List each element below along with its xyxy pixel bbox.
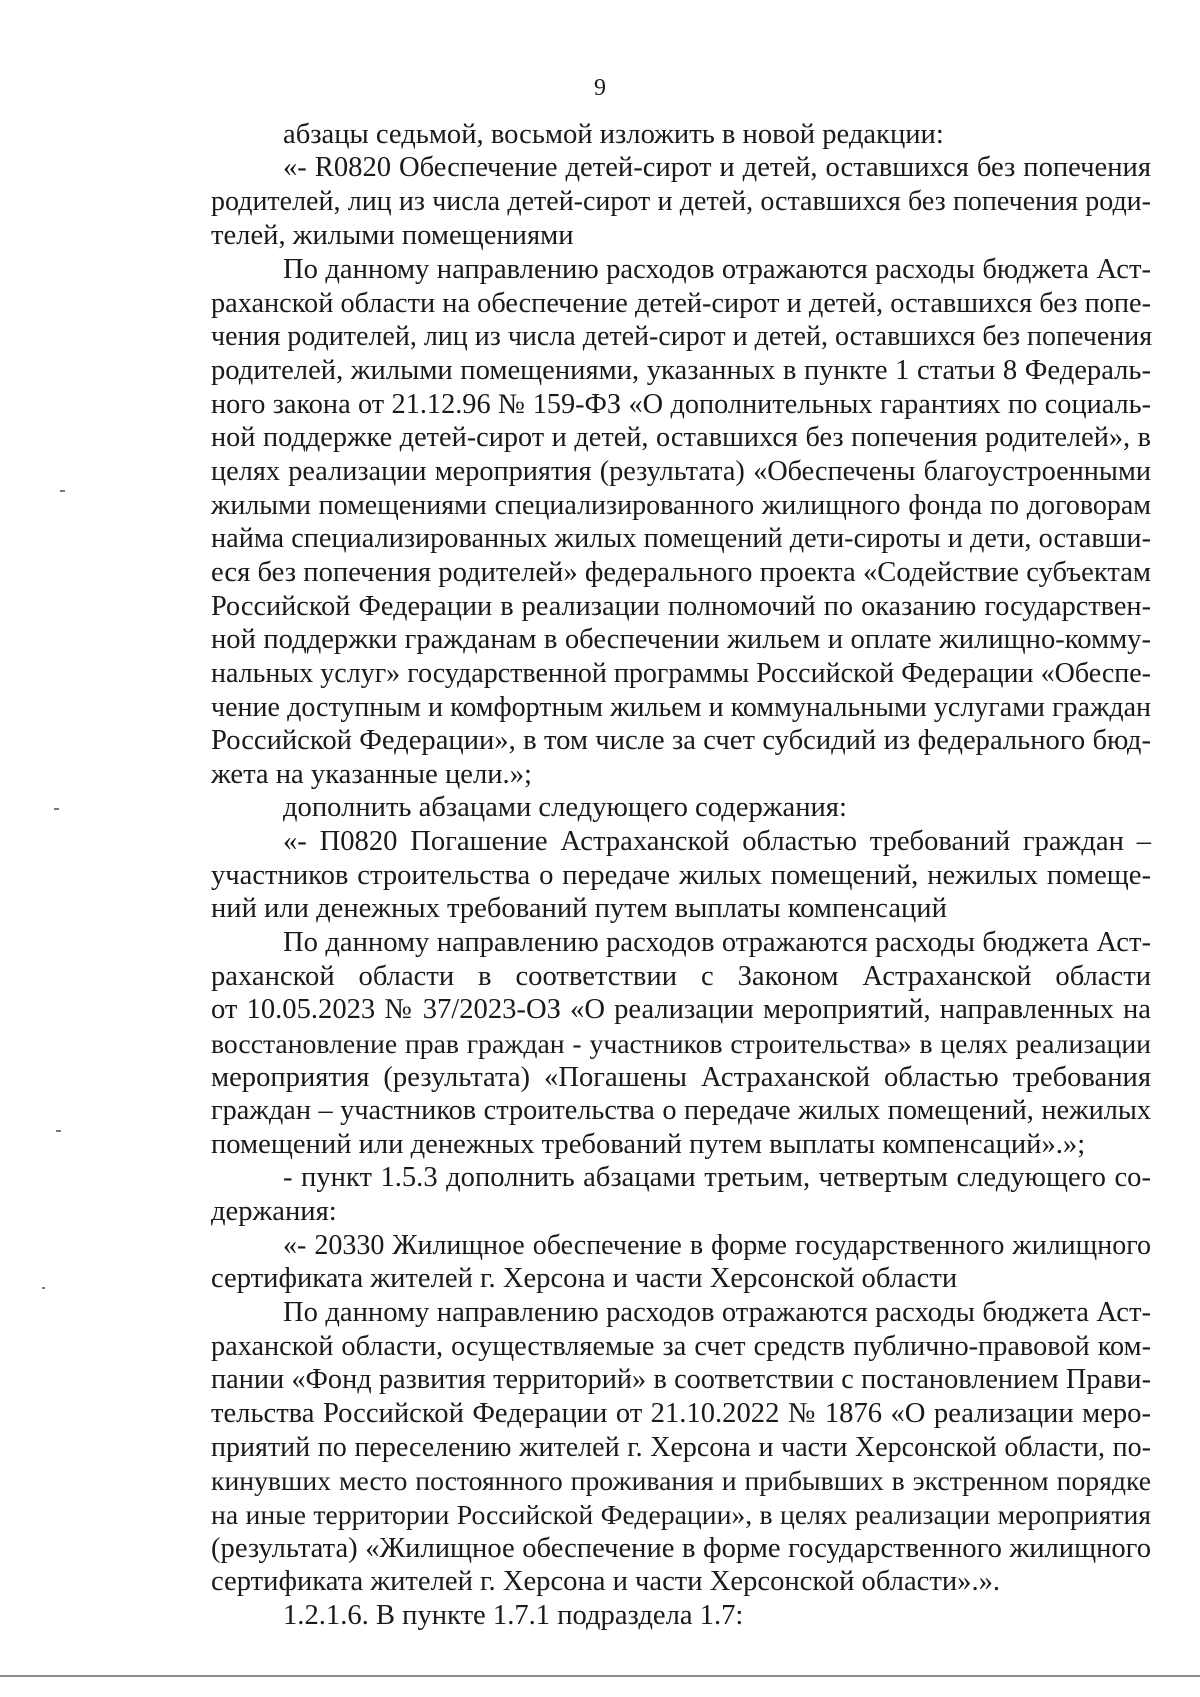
- scan-speck: [60, 490, 65, 492]
- text-line: жилыми помещениями специализированного жилищного фонда по договорам: [211, 490, 1151, 521]
- text-line: граждан – участников строительства о передаче жилых помещений, нежилых: [211, 1095, 1151, 1126]
- text-line: По данному направлению расходов отражаются расходы бюджета Аст-: [283, 254, 1151, 285]
- text-line: держания:: [211, 1196, 337, 1227]
- text-line: «- R0820 Обеспечение детей-сирот и детей, оставшихся без попечения: [283, 152, 1151, 183]
- text-line: кинувших место постоянного проживания и прибывших в экстренном порядке: [211, 1465, 1151, 1496]
- scan-speck: [56, 1130, 61, 1132]
- text-line: найма специализированных жилых помещений дети-сироты и дети, оставши-: [211, 523, 1151, 554]
- footer-rule: [0, 1675, 1200, 1677]
- text-line: ной поддержке детей-сирот и детей, оставшихся без попечения родителей», в: [211, 422, 1151, 453]
- text-line: мероприятия (результата) «Погашены Астраханской областью требования: [211, 1062, 1151, 1093]
- text-line: (результата) «Жилищное обеспечение в форме государственного жилищного: [211, 1533, 1151, 1564]
- page-number: 9: [594, 75, 606, 101]
- text-line: ного закона от 21.12.96 № 159-ФЗ «О дополнительных гарантиях по социаль-: [211, 389, 1151, 420]
- text-line: - пункт 1.5.3 дополнить абзацами третьим, четвертым следующего со-: [283, 1162, 1151, 1193]
- text-line: Российской Федерации», в том числе за счет субсидий из федерального бюд-: [211, 725, 1151, 756]
- text-line: на иные территории Российской Федерации», в целях реализации мероприятия: [211, 1499, 1151, 1530]
- text-line: 1.2.1.6. В пункте 1.7.1 подраздела 1.7:: [283, 1600, 744, 1631]
- text-line: родителей, жилыми помещениями, указанных в пункте 1 статьи 8 Федераль-: [211, 355, 1151, 386]
- text-line: дополнить абзацами следующего содержания:: [283, 792, 847, 823]
- text-line: родителей, лиц из числа детей-сирот и детей, оставшихся без попечения роди-: [211, 186, 1151, 217]
- text-line: По данному направлению расходов отражаются расходы бюджета Аст-: [283, 927, 1151, 958]
- text-line: раханской области в соответствии с Законом Астраханской области: [211, 961, 1151, 992]
- text-line: жета на указанные цели.»;: [211, 759, 532, 790]
- text-line: ний или денежных требований путем выплаты компенсаций: [211, 893, 947, 924]
- text-line: телей, жилыми помещениями: [211, 220, 574, 251]
- text-line: еся без попечения родителей» федерального проекта «Содействие субъектам: [211, 557, 1151, 588]
- text-line: раханской области на обеспечение детей-сирот и детей, оставшихся без попе-: [211, 288, 1151, 319]
- text-line: абзацы седьмой, восьмой изложить в новой редакции:: [283, 119, 944, 150]
- text-line: «- 20330 Жилищное обеспечение в форме государственного жилищного: [283, 1230, 1151, 1261]
- text-line: нальных услуг» государственной программы Российской Федерации «Обеспе-: [211, 658, 1151, 689]
- text-line: участников строительства о передаче жилых помещений, нежилых помеще-: [211, 860, 1151, 891]
- text-line: чение доступным и комфортным жильем и коммунальными услугами граждан: [211, 692, 1151, 723]
- text-line: «- П0820 Погашение Астраханской областью требований граждан –: [283, 826, 1151, 857]
- text-line: приятий по переселению жителей г. Херсона и части Херсонской области, по-: [211, 1432, 1151, 1463]
- text-line: тельства Российской Федерации от 21.10.2022 № 1876 «О реализации меро-: [211, 1398, 1151, 1429]
- text-line: восстановление прав граждан - участников строительства» в целях реализации: [211, 1028, 1151, 1059]
- text-line: пании «Фонд развития территорий» в соответствии с постановлением Прави-: [211, 1364, 1151, 1395]
- text-line: По данному направлению расходов отражаются расходы бюджета Аст-: [283, 1297, 1151, 1328]
- text-line: ной поддержки гражданам в обеспечении жильем и оплате жилищно-комму-: [211, 624, 1151, 655]
- scan-speck: [54, 808, 59, 810]
- text-line: раханской области, осуществляемые за счет средств публично-правовой ком-: [211, 1331, 1151, 1362]
- text-line: чения родителей, лиц из числа детей-сирот и детей, оставшихся без попечения: [211, 321, 1153, 352]
- text-line: Российской Федерации в реализации полномочий по оказанию государствен-: [211, 591, 1151, 622]
- text-line: целях реализации мероприятия (результата) «Обеспечены благоустроенными: [211, 456, 1151, 487]
- scan-speck: [42, 1287, 45, 1289]
- text-line: сертификата жителей г. Херсона и части Херсонской области».».: [211, 1566, 1001, 1597]
- text-line: сертификата жителей г. Херсона и части Херсонской области: [211, 1263, 958, 1294]
- text-line: помещений или денежных требований путем выплаты компенсаций».»;: [211, 1129, 1086, 1160]
- text-line: от 10.05.2023 № 37/2023-ОЗ «О реализации мероприятий, направленных на: [211, 994, 1151, 1025]
